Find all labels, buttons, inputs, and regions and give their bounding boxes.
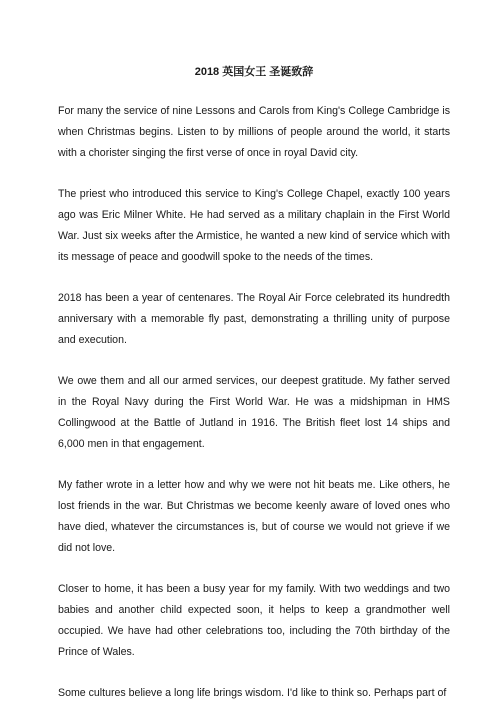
paragraph: My father wrote in a letter how and why we were not hit beats me. Like others, he lost friends in the war. But Christmas we become keenly aware of loved ones who have died, whatever the circumstances is, but of course we would not grieve if we did not love. xyxy=(58,479,450,554)
document-title: 2018 英国女王 圣诞致辞 xyxy=(194,66,314,78)
paragraph: The priest who introduced this service to King's College Chapel, exactly 100 years ago was Eric Milner White. He had served as a military chaplain in the First World War. Just six weeks after the Armistice, he wanted a new kind of service which with its message of peace and goodwill spoke to the needs of the times. xyxy=(58,188,450,263)
paragraph: We owe them and all our armed services, our deepest gratitude. My father served in the Royal Navy during the First World War. He was a midshipman in HMS Collingwood at the Battle of Jutland in 1916. The British fleet lost 14 ships and 6,000 men in that engagement. xyxy=(58,375,450,450)
paragraph: Closer to home, it has been a busy year for my family. With two weddings and two babies and another child expected soon, it helps to keep a grandmother well occupied. We have had other celebrations too, including the 70th birthday of the Prince of Wales. xyxy=(58,583,450,658)
paragraph: 2018 has been a year of centenares. The Royal Air Force celebrated its hundredth anniversary with a memorable fly past, demonstrating a thrilling unity of purpose and execution. xyxy=(58,292,450,346)
paragraph: For many the service of nine Lessons and Carols from King's College Cambridge is when Christmas begins. Listen to by millions of people around the world, it starts with a chorister singing the first verse of once in royal David city. xyxy=(58,105,450,159)
document-page xyxy=(58,62,450,704)
paragraph: Some cultures believe a long life brings wisdom. I'd like to think so. Perhaps part of xyxy=(58,687,447,699)
